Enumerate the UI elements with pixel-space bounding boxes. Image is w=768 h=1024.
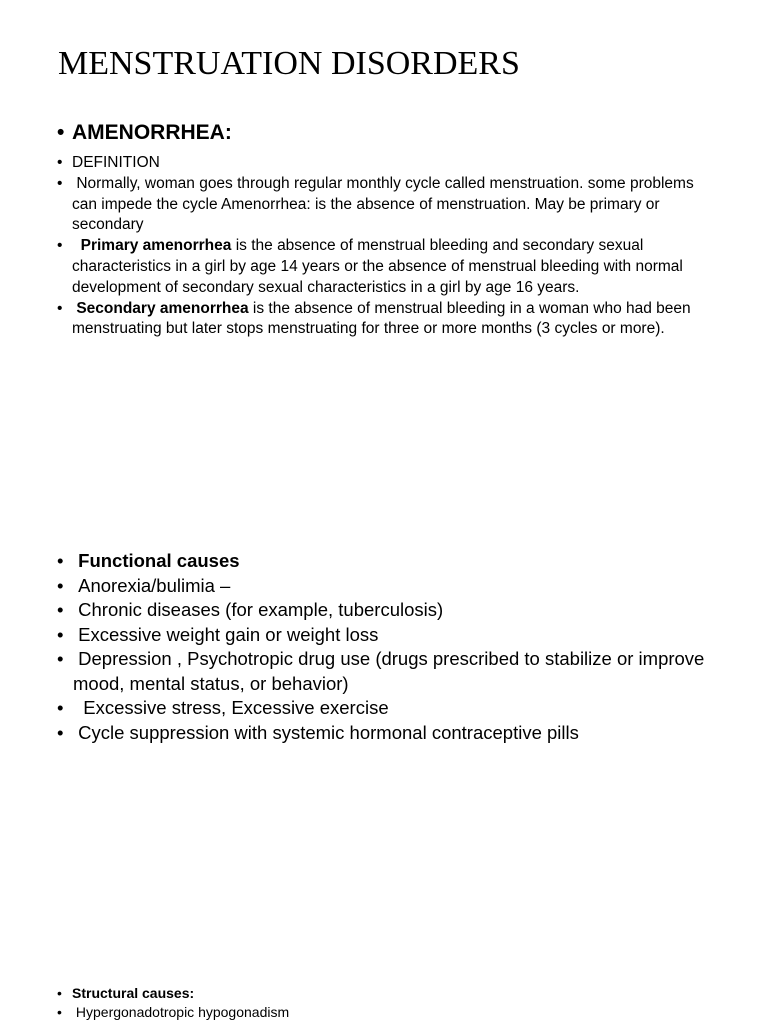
list-item-text: Hypergonadotropic hypogonadism xyxy=(75,1004,290,1020)
bullet-icon: • xyxy=(57,174,63,192)
structural-causes-heading xyxy=(57,984,722,1003)
structural-causes-list xyxy=(57,984,722,1022)
primary-amenorrhea-item xyxy=(57,236,722,298)
definition-label: DEFINITION xyxy=(72,154,160,171)
bullet-icon: • xyxy=(57,1004,62,1020)
bullet-icon: • xyxy=(57,623,64,645)
normal-cycle-text: Normally, woman goes through regular monthly cycle called menstruation. some problems can impede the cycle Amenorrhea: is the absence of menstruation. May be primary or secondary xyxy=(72,174,694,234)
list-item xyxy=(57,623,733,648)
secondary-amenorrhea-text: is the absence of menstrual bleeding in a woman who had been menstruating but later stops menstruating for three or more months (3 cycles or more). xyxy=(72,299,691,338)
bullet-icon: • xyxy=(57,299,63,317)
definition-label-item xyxy=(57,153,722,174)
section-heading xyxy=(57,118,232,148)
bullet-icon: • xyxy=(57,721,64,743)
secondary-amenorrhea-item xyxy=(57,299,722,341)
primary-amenorrhea-term: Primary amenorrhea xyxy=(80,237,232,255)
list-item xyxy=(57,598,733,623)
list-item-text: Cycle suppression with systemic hormonal contraceptive pills xyxy=(78,721,579,743)
list-item-text: Excessive weight gain or weight loss xyxy=(78,623,379,645)
list-item-text: Excessive stress, Excessive exercise xyxy=(78,697,389,718)
list-item xyxy=(57,574,733,599)
bullet-icon: • xyxy=(57,697,64,718)
list-item-text: Depression , Psychotropic drug use (drugs prescribed to stabilize or improve mood, mental status, or behavior) xyxy=(73,648,705,694)
bullet-icon: • xyxy=(57,985,62,1001)
section-heading-list xyxy=(57,118,232,148)
bullet-icon: • xyxy=(57,648,64,669)
bullet-icon: • xyxy=(57,121,65,144)
normal-cycle-item xyxy=(57,174,722,236)
functional-causes-list xyxy=(57,549,733,745)
functional-causes-heading-text: Functional causes xyxy=(78,550,240,571)
bullet-icon: • xyxy=(57,154,63,171)
bullet-icon: • xyxy=(57,574,64,596)
bullet-icon: • xyxy=(57,599,64,620)
bullet-icon: • xyxy=(57,550,64,571)
list-item-text: Chronic diseases (for example, tuberculosis) xyxy=(78,599,444,620)
bullet-icon: • xyxy=(57,237,63,255)
list-item xyxy=(57,721,733,746)
list-item xyxy=(57,1003,722,1022)
list-item-text: Anorexia/bulimia – xyxy=(78,574,231,596)
secondary-amenorrhea-term: Secondary amenorrhea xyxy=(76,299,249,317)
structural-causes-heading-text: Structural causes: xyxy=(72,985,195,1001)
section-heading-text: AMENORRHEA: xyxy=(72,121,232,144)
list-item xyxy=(57,647,733,696)
primary-amenorrhea-text: is the absence of menstrual bleeding and secondary sexual characteristics in a girl by age 14 years or the absence of menstrual bleeding with normal development of secondary sexual characteristics in a girl by age 16 years. xyxy=(72,237,683,296)
list-item xyxy=(57,696,733,721)
page-title: MENSTRUATION DISORDERS xyxy=(58,45,520,82)
functional-causes-heading xyxy=(57,549,733,574)
definition-list xyxy=(57,153,722,340)
